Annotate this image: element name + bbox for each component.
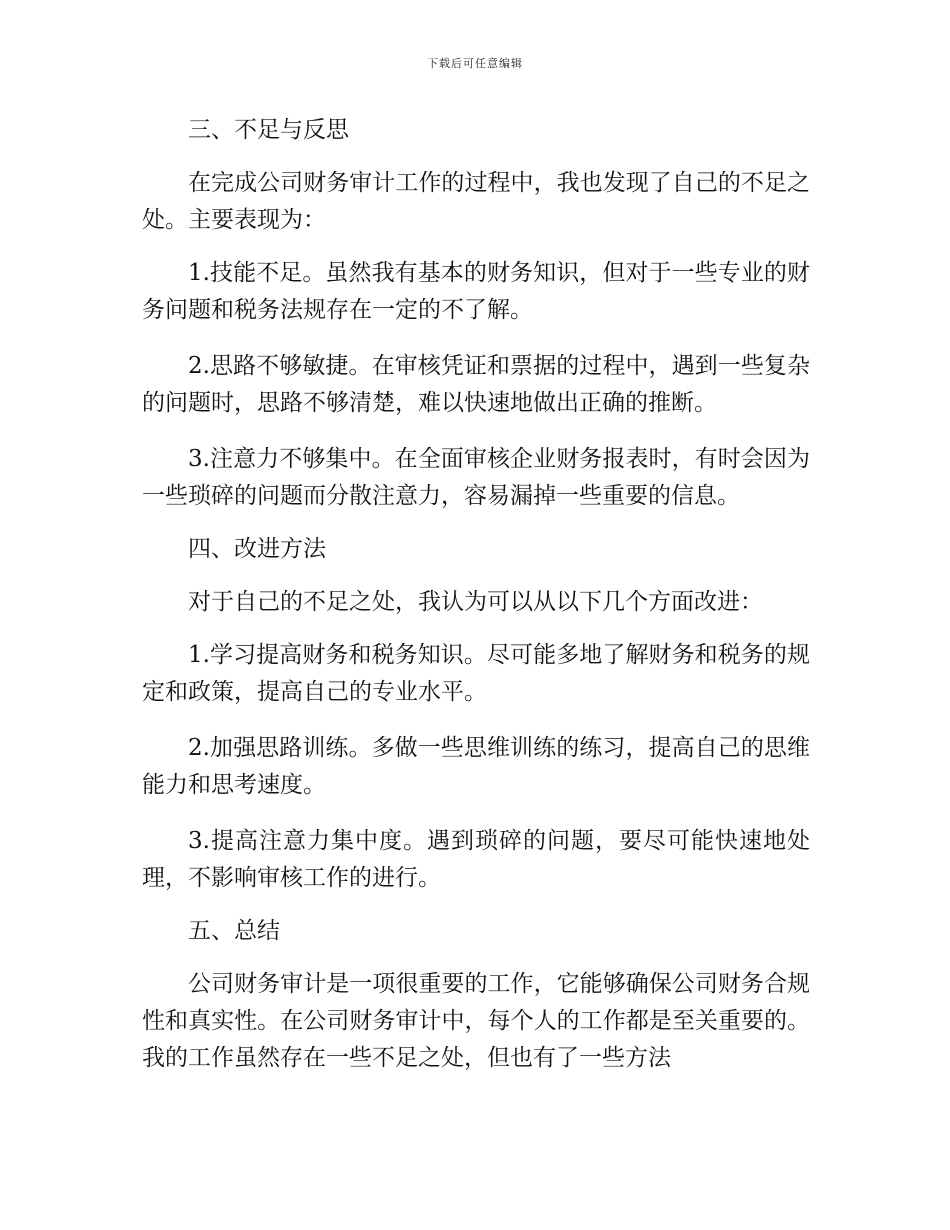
section-heading-shortcomings: 三、不足与反思 [188, 117, 349, 143]
shortcoming-item-1: 1.技能不足。虽然我有基本的财务知识，但对于一些专业的财务问题和税务法规存在一定的不了解。 [142, 260, 810, 323]
improvement-item-1: 1.学习提高财务和税务知识。尽可能多地了解财务和税务的规定和政策，提高自己的专业水平。 [142, 642, 810, 705]
section-heading-improvement: 四、改进方法 [188, 536, 326, 562]
improvement-item-2: 2.加强思路训练。多做一些思维训练的练习，提高自己的思维能力和思考速度。 [142, 735, 810, 798]
improvement-intro: 对于自己的不足之处，我认为可以从以下几个方面改进： [188, 589, 763, 615]
page-header-note: 下载后可任意编辑 [427, 57, 523, 70]
summary-paragraph: 公司财务审计是一项很重要的工作，它能够确保公司财务合规性和真实性。在公司财务审计中，每个人的工作都是至关重要的。我的工作虽然存在一些不足之处，但也有了一些方法 [142, 971, 810, 1071]
shortcoming-item-2: 2.思路不够敏捷。在审核凭证和票据的过程中，遇到一些复杂的问题时，思路不够清楚，难以快速地做出正确的推断。 [142, 353, 810, 416]
shortcoming-item-3: 3.注意力不够集中。在全面审核企业财务报表时，有时会因为一些琐碎的问题而分散注意力，容易漏掉一些重要的信息。 [142, 446, 810, 509]
document-body [142, 112, 810, 1077]
section-heading-summary: 五、总结 [188, 918, 280, 944]
shortcomings-intro: 在完成公司财务审计工作的过程中，我也发现了自己的不足之处。主要表现为： [142, 170, 810, 233]
improvement-item-3: 3.提高注意力集中度。遇到琐碎的问题，要尽可能快速地处理，不影响审核工作的进行。 [142, 828, 810, 891]
